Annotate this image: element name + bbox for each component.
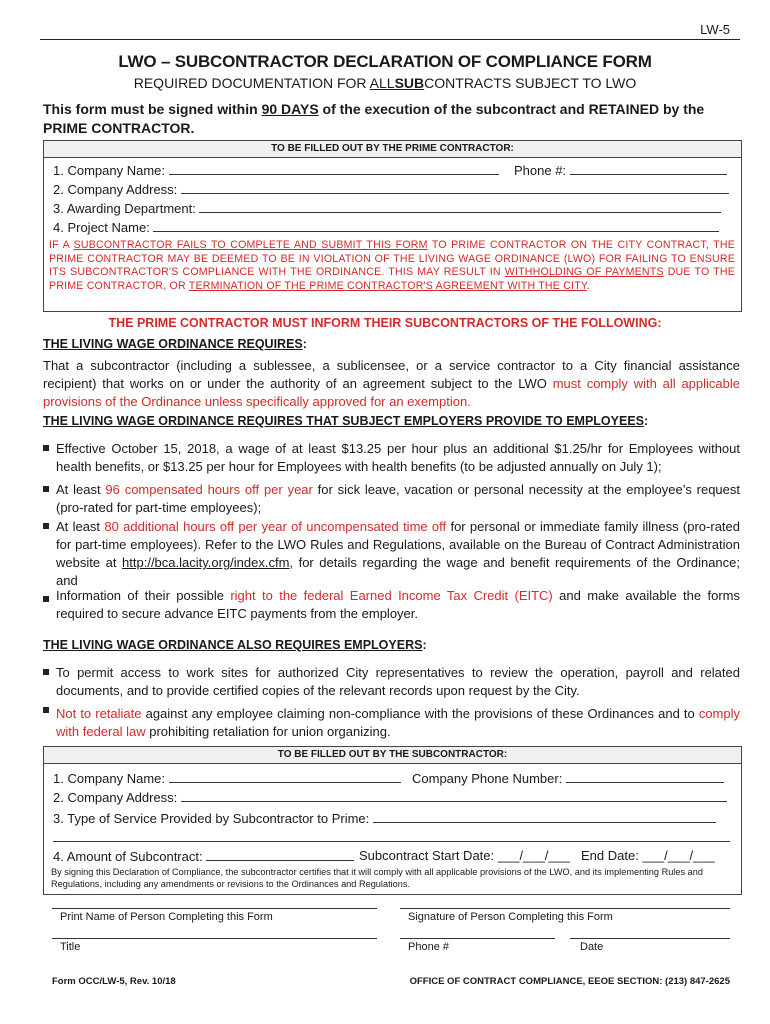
inform-header: THE PRIME CONTRACTOR MUST INFORM THEIR SUBCONTRACTORS OF THE FOLLOWING:: [108, 316, 662, 330]
signature-line[interactable]: [400, 908, 730, 909]
provide-bullet-sick-leave: At least 96 compensated hours off per year for sick leave, vacation or personal necessity at the employee’s request (pro-rated for part-time employees);: [43, 481, 740, 517]
prime-section-header: TO BE FILLED OUT BY THE PRIME CONTRACTOR:: [43, 140, 742, 158]
sub-company-address-field[interactable]: 2. Company Address:: [53, 789, 727, 805]
sub-section-header: TO BE FILLED OUT BY THE SUBCONTRACTOR:: [43, 746, 742, 764]
provide-bullet-wage: Effective October 15, 2018, a wage of at least $13.25 per hour plus an additional $1.25/hr for Employees without health benefits, or $13.25 per hour for Employees with health benefits (to be adjusted annually on July 1);: [43, 440, 740, 476]
phone-label: Phone #: [408, 941, 449, 953]
also-bullet-access: To permit access to work sites for authorized City representatives to review the operation, payroll and related documents, and to provide certified copies of the relevant records upon request by the City.: [43, 664, 740, 700]
prime-phone-field[interactable]: Phone #:: [514, 162, 727, 178]
prime-company-name-field[interactable]: 1. Company Name:: [53, 162, 499, 178]
footer-form-revision: Form OCC/LW-5, Rev. 10/18: [52, 976, 176, 987]
top-divider: [40, 39, 740, 40]
provide-bullet-eitc: Information of their possible right to the federal Earned Income Tax Credit (EITC) and make available the forms required to secure advance EITC payments from the employer.: [43, 587, 740, 623]
title-line[interactable]: [52, 938, 377, 939]
signature-label: Signature of Person Completing this Form: [408, 911, 613, 923]
sub-service-type-extra-line[interactable]: [53, 841, 730, 842]
requires-text: That a subcontractor (including a sublessee, a sublicensee, or a service contractor to a City financial assistance recipient) that works on or under the authority of an agreement subject to the LWO must comply with all applicable provisions of the Ordinance unless specifically approved for an exemption.: [43, 358, 740, 409]
form-code: LW-5: [700, 22, 730, 37]
signing-deadline-notice: This form must be signed within 90 DAYS of the execution of the subcontract and RETAINED by the PRIME CONTRACTOR.: [43, 101, 705, 136]
also-requires-header: THE LIVING WAGE ORDINANCE ALSO REQUIRES EMPLOYERS:: [43, 638, 427, 652]
date-label: Date: [580, 941, 604, 953]
print-name-label: Print Name of Person Completing this Form: [60, 911, 273, 923]
sub-service-type-field[interactable]: 3. Type of Service Provided by Subcontractor to Prime:: [53, 810, 716, 826]
form-subtitle: REQUIRED DOCUMENTATION FOR ALLSUBCONTRACTS SUBJECT TO LWO: [133, 75, 637, 91]
sub-end-date-field[interactable]: End Date: ___/___/___: [581, 848, 715, 863]
provide-header: THE LIVING WAGE ORDINANCE REQUIRES THAT SUBJECT EMPLOYERS PROVIDE TO EMPLOYEES:: [43, 414, 649, 428]
sub-company-phone-field[interactable]: Company Phone Number:: [412, 770, 724, 786]
phone-line[interactable]: [400, 938, 555, 939]
bca-website-link[interactable]: http://bca.lacity.org/index.cfm: [122, 555, 290, 570]
sub-amount-field[interactable]: 4. Amount of Subcontract:: [53, 848, 354, 864]
sub-section-box: [43, 764, 742, 895]
prime-warning-text: IF A SUBCONTRACTOR FAILS TO COMPLETE AND SUBMIT THIS FORM TO PRIME CONTRACTOR ON THE CITY CONTRACT, THE PRIME CONTRACTOR MAY BE DEEMED TO BE IN VIOLATION OF THE LIVING WAGE ORDINANCE (LWO) FOR FAILING TO ENSURE ITS SUBCONTRACTOR'S COMPLIANCE WITH THE ORDINANCE. THIS MAY RESULT IN WITHHOLDING OF PAYMENTS DUE TO THE PRIME CONTRACTOR, OR TERMINATION OF THE PRIME CONTRACTOR'S AGREEMENT WITH THE CITY.: [49, 239, 735, 292]
prime-project-name-field[interactable]: 4. Project Name:: [53, 219, 719, 235]
date-line[interactable]: [570, 938, 730, 939]
sub-start-date-field[interactable]: Subcontract Start Date: ___/___/___: [359, 848, 571, 863]
prime-company-address-field[interactable]: 2. Company Address:: [53, 181, 729, 197]
footer-office-contact: OFFICE OF CONTRACT COMPLIANCE, EEOE SECTION: (213) 847-2625: [409, 976, 730, 987]
requires-header: THE LIVING WAGE ORDINANCE REQUIRES:: [43, 337, 307, 351]
prime-awarding-department-field[interactable]: 3. Awarding Department:: [53, 200, 721, 216]
sub-company-name-field[interactable]: 1. Company Name:: [53, 770, 401, 786]
prime-section-box: [43, 158, 742, 312]
title-label: Title: [60, 941, 81, 953]
sub-certification-note: By signing this Declaration of Compliance, the subcontractor certifies that it will comply with all applicable provisions of the LWO, and its implementing Rules and Regulations, including any amendments or revisions to the Ordinances and Regulations.: [51, 867, 703, 889]
print-name-line[interactable]: [52, 908, 377, 909]
form-title: LWO – SUBCONTRACTOR DECLARATION OF COMPLIANCE FORM: [118, 52, 652, 71]
provide-bullet-uncompensated: At least 80 additional hours off per year of uncompensated time off for personal or immediate family illness (pro-rated for part-time employees). Refer to the LWO Rules and Regulations, available on the Bureau of Contract Administration website at http://bca.lacity.org/index.cfm, for details regarding the wage and benefit requirements of the Ordinance; and: [43, 518, 740, 590]
also-bullet-retaliation: Not to retaliate against any employee claiming non-compliance with the provisions of these Ordinances and to comply with federal law prohibiting retaliation for union organizing.: [43, 705, 740, 741]
